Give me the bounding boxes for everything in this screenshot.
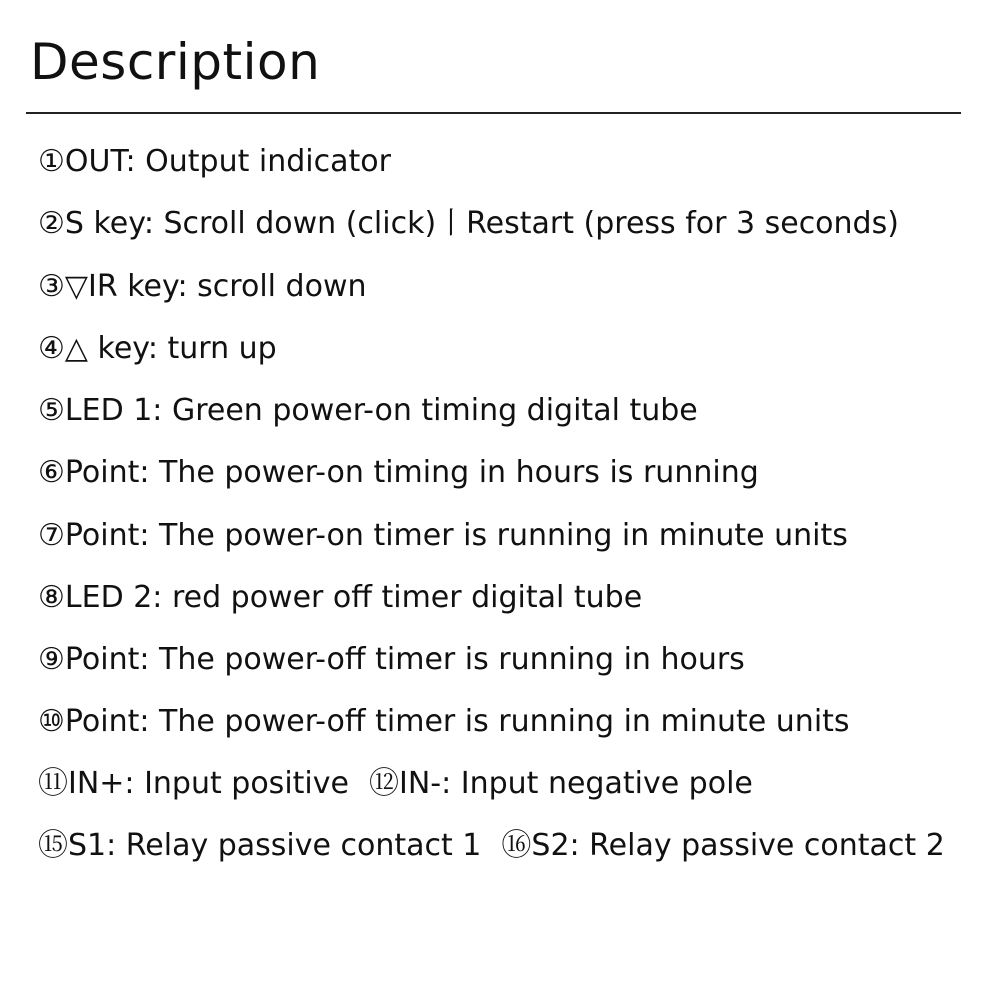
list-item xyxy=(38,204,899,244)
page-title: Description xyxy=(30,33,321,91)
item-number: ⑤ xyxy=(38,393,65,428)
list-item xyxy=(38,329,277,369)
item-text: ▽IR key: scroll down xyxy=(64,269,367,304)
item-number: ⑩ xyxy=(38,704,65,739)
item-number: ⑥ xyxy=(38,455,65,490)
item-number: ⑫ xyxy=(368,766,399,801)
item-number: ⑦ xyxy=(38,518,65,553)
list-item xyxy=(38,453,759,493)
list-item xyxy=(38,640,745,680)
title-divider xyxy=(26,112,961,114)
list-item xyxy=(38,516,848,556)
item-number: ④ xyxy=(38,331,65,366)
list-item xyxy=(38,142,391,182)
item-text: Point: The power-off timer is running in minute units xyxy=(64,704,850,739)
item-number: ③ xyxy=(38,269,65,304)
item-number: ① xyxy=(38,144,65,179)
item-text: IN+: Input positive xyxy=(68,766,349,801)
item-number: ⑯ xyxy=(501,828,532,863)
item-number: ⑮ xyxy=(38,828,68,863)
item-text: Point: The power-on timing in hours is running xyxy=(64,455,759,490)
item-number: ② xyxy=(38,206,65,241)
list-item xyxy=(38,391,698,431)
list-item xyxy=(38,578,642,618)
item-text: OUT: Output indicator xyxy=(64,144,391,179)
item-number: ⑧ xyxy=(38,580,65,615)
item-text: Point: The power-on timer is running in minute units xyxy=(64,518,848,553)
list-item xyxy=(38,702,850,742)
item-text: LED 2: red power off timer digital tube xyxy=(64,580,643,615)
item-text: △ key: turn up xyxy=(64,331,277,366)
list-item-pair xyxy=(38,826,945,866)
item-text: Point: The power-off timer is running in hours xyxy=(64,642,745,677)
item-number: ⑨ xyxy=(38,642,65,677)
list-item-pair xyxy=(38,764,753,804)
item-text: LED 1: Green power-on timing digital tube xyxy=(64,393,698,428)
item-text: S1: Relay passive contact 1 xyxy=(68,828,482,863)
list-item xyxy=(38,267,367,307)
item-text: IN-: Input negative pole xyxy=(398,766,753,801)
item-text: S2: Relay passive contact 2 xyxy=(531,828,945,863)
item-number: ⑪ xyxy=(38,766,68,801)
item-text: S key: Scroll down (click)丨Restart (press for 3 seconds) xyxy=(64,206,899,241)
